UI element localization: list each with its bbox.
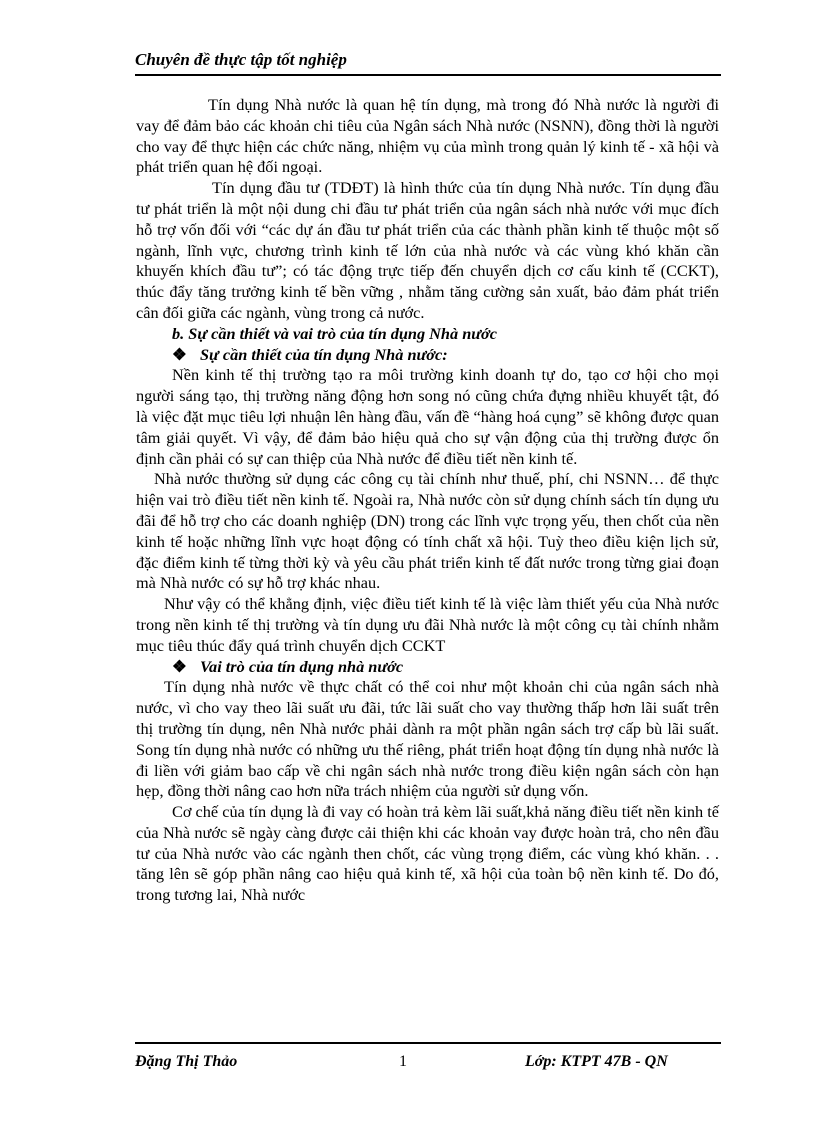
paragraph: Như vậy có thể khẳng định, việc điều tiết kinh tế là việc làm thiết yếu của Nhà nước trong nền kinh tế thị trường và tín dụng ưu đãi Nhà nước là một công cụ tài chính nhằm mục tiêu thúc đẩy quá trình chuyển dịch CCKT — [136, 594, 719, 655]
paragraph: Tín dụng Nhà nước là quan hệ tín dụng, mà trong đó Nhà nước là người đi vay để đảm bảo các khoản chi tiêu của Ngân sách Nhà nước (NSNN), đồng thời là người cho vay để thực hiện các chức năng, nhiệm vụ của mình trong quản lý kinh tế - xã hội và phát triển quan hệ đối ngoại. — [136, 95, 719, 177]
footer-author: Đặng Thị Thảo — [135, 1053, 238, 1070]
document-body — [136, 95, 719, 906]
section-heading: b. Sự cần thiết và vai trò của tín dụng Nhà nước — [172, 323, 497, 343]
subheading-text: Sự cần thiết của tín dụng Nhà nước: — [200, 344, 448, 364]
footer-divider — [135, 1042, 721, 1044]
paragraph: Nền kinh tế thị trường tạo ra môi trường kinh doanh tự do, tạo cơ hội cho mọi người sáng tạo, thị trường năng động hơn song nó cũng chứa đựng nhiều khuyết tật, đó là việc đặt mục tiêu lợi nhuận lên hàng đầu, vấn đề “hàng hoá cụng” sẽ không được quan tâm giải quyết. Vì vậy, để đảm bảo hiệu quả cho sự vận động của thị trường được ổn định cần phải có sự can thiệp của Nhà nước để điều tiết nền kinh tế. — [136, 365, 719, 468]
paragraph: Tín dụng nhà nước về thực chất có thể coi như một khoản chi của ngân sách nhà nước, vì cho vay theo lãi suất ưu đãi, tức lãi suất cho vay thường thấp hơn lãi suất trên thị trường tín dụng, nên Nhà nước phải dành ra một phần ngân sách trợ cấp bù lãi suất. Song tín dụng nhà nước có những ưu thế riêng, phát triển hoạt động tín dụng nhà nước là đi liền với giảm bao cấp về chi ngân sách nhà nước trong điều kiện ngân sách còn hạn hẹp, đồng thời nâng cao hơn nữa trách nhiệm của người sử dụng vốn. — [136, 677, 719, 801]
page-header: Chuyên đề thực tập tốt nghiệp — [135, 50, 721, 76]
diamond-bullet-icon: ❖ — [172, 656, 187, 676]
footer-class: Lớp: KTPT 47B - QN — [525, 1053, 668, 1070]
diamond-bullet-icon: ❖ — [172, 344, 187, 364]
page-number: 1 — [399, 1053, 407, 1070]
page-footer — [135, 1053, 721, 1077]
paragraph: Cơ chế của tín dụng là đi vay có hoàn trả kèm lãi suất,khả năng điều tiết nền kinh tế của Nhà nước sẽ ngày càng được cải thiện khi các khoản vay được hoàn trả, cho nên đầu tư của Nhà nước vào các ngành then chốt, các vùng trọng điểm, các vùng khó khăn. . . tăng lên sẽ góp phần nâng cao hiệu quả kinh tế, xã hội của toàn bộ nền kinh tế. Do đó, trong tương lai, Nhà nước — [136, 802, 719, 905]
paragraph: Nhà nước thường sử dụng các công cụ tài chính như thuế, phí, chi NSNN… để thực hiện vai trò điều tiết nền kinh tế. Ngoài ra, Nhà nước còn sử dụng chính sách tín dụng ưu đãi để hỗ trợ cho các doanh nghiệp (DN) trong các lĩnh vực trọng yếu, then chốt của nền kinh tế hoặc những lĩnh vực hoạt động có tính chất xã hội. Tuỳ theo điều kiện lịch sử, đặc điểm kinh tế từng thời kỳ và yêu cầu phát triển kinh tế đất nước trong từng giai đoạn mà Nhà nước có sự hỗ trợ khác nhau. — [136, 469, 719, 593]
paragraph: Tín dụng đầu tư (TDĐT) là hình thức của tín dụng Nhà nước. Tín dụng đầu tư phát triển là một nội dung chi đầu tư phát triển của ngân sách nhà nước với mục đích hỗ trợ vốn đối với “các dự án đầu tư phát triển của các thành phần kinh tế thuộc một số ngành, lĩnh vực, chương trình kinh tế lớn của nhà nước và các vùng khó khăn cần khuyến khích đầu tư”; có tác động trực tiếp đến chuyển dịch cơ cấu kinh tế (CCKT), thúc đẩy tăng trưởng kinh tế bền vững , nhằm tăng cường sản xuất, bảo đảm phát triển cân đối giữa các ngành, vùng trong cả nước. — [136, 178, 719, 322]
subheading — [136, 657, 719, 678]
subheading-text: Vai trò của tín dụng nhà nước — [200, 656, 404, 676]
subheading — [136, 345, 719, 366]
